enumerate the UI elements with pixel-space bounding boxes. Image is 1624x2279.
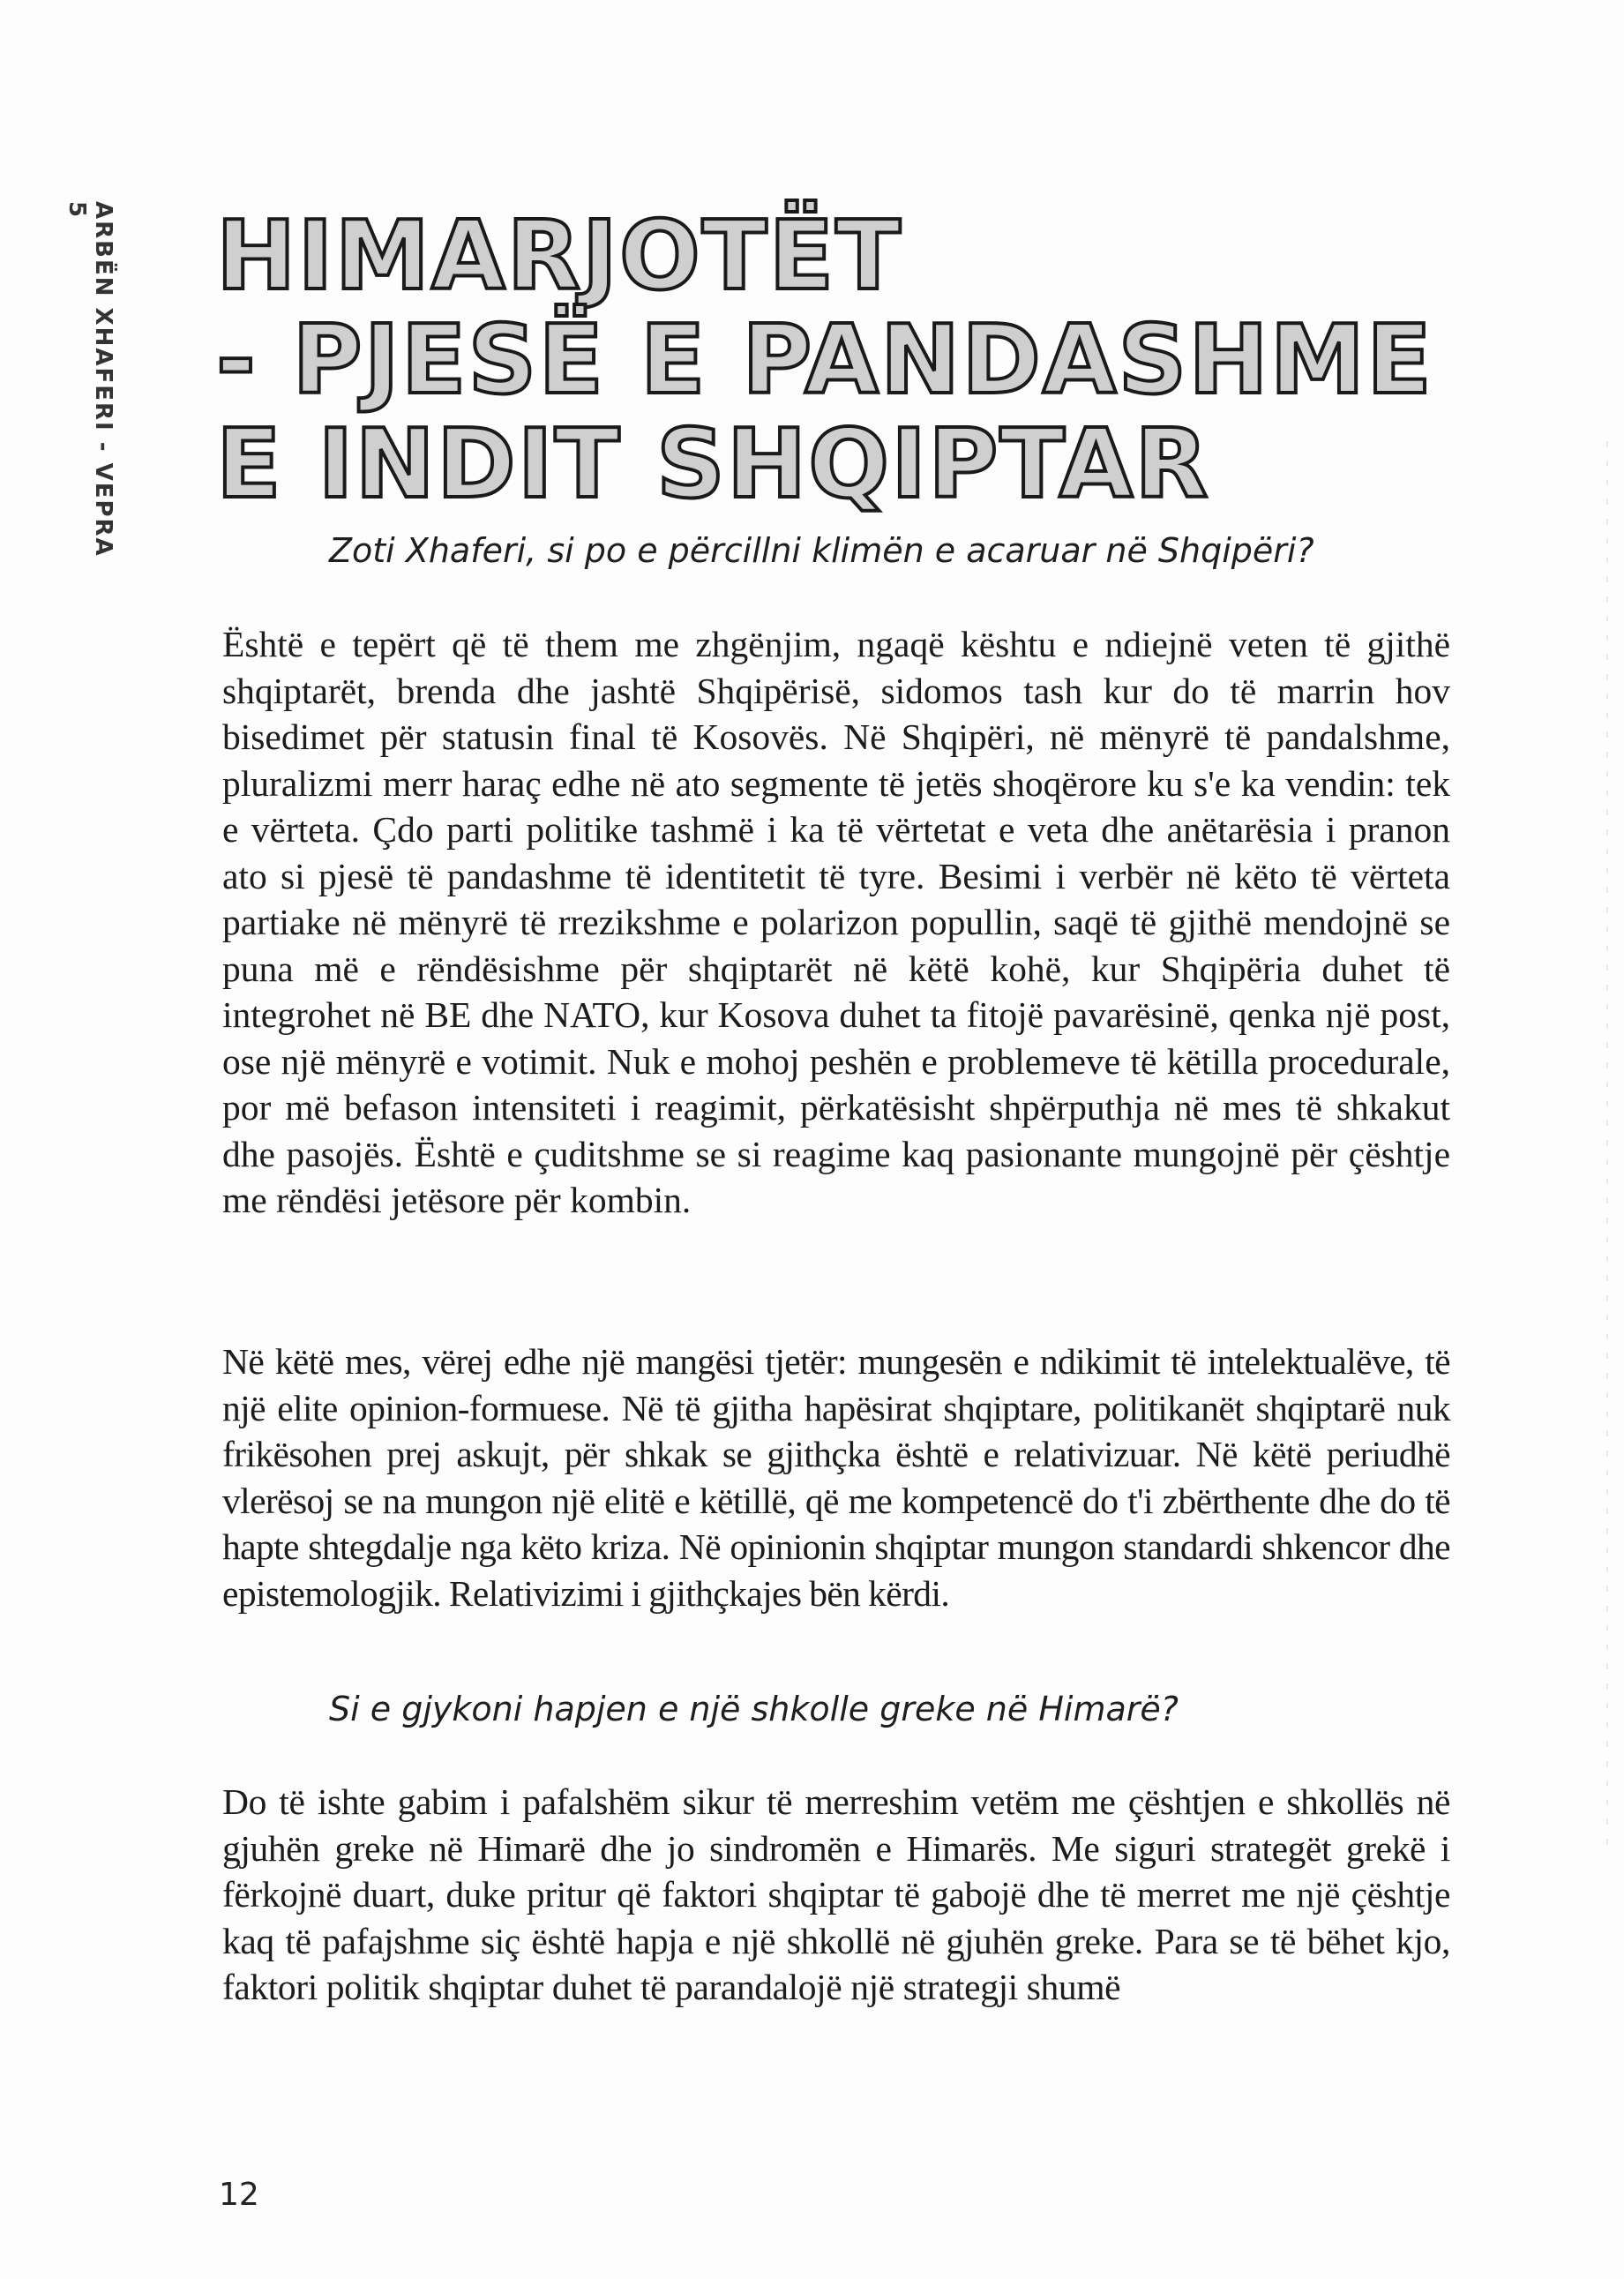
scan-edge-artifact (1606, 441, 1608, 1853)
chapter-title-line-3: E INDIT SHQIPTAR (216, 409, 1210, 520)
page-number: 12 (219, 2177, 259, 2213)
answer-paragraph-1: Është e tepërt që të them me zhgënjim, ngaqë kështu e ndiejnë veten të gjithë shqiptarët, brenda dhe jashtë Shqipërisë, sidomos tash kur do të marrin hov bisedimet për statusin final të Kosovës. Në Shqipëri, në mënyrë të pandalshme, pluralizmi merr haraç edhe në ato segmente të jetës shoqërore ku s'e ka vendin: tek e vërteta. Çdo parti politike tashmë i ka të vërtetat e veta dhe anëtarësia i pranon ato si pjesë të pandashme të identitetit të tyre. Besimi i verbër në këto të vërteta partiake në mënyrë të rrezikshme e polarizon popullin, saqë të gjithë mendojnë se puna më e rëndësishme për shqiptarët në këtë kohë, kur Shqipëria duhet të integrohet në BE dhe NATO, kur Kosova duhet ta fitojë pavarësinë, qenka një post, ose një mënyrë e votimit. Nuk e mohoj peshën e problemeve të këtilla procedurale, por më befason intensiteti i reagimit, përkatësisht shpërputhja në mes të shkakut dhe pasojës. Është e çuditshme se si reagime kaq pasionante mungojnë për çështje me rëndësi jetësore për kombin. (222, 624, 1450, 1220)
interview-question-2: Si e gjykoni hapjen e një shkolle greke në Himarë? (329, 1690, 1179, 1728)
chapter-title-line-2: - PJESË E PANDASHME (216, 305, 1433, 416)
running-head-vertical: ARBËN XHAFERI - VEPRA 5 (64, 201, 116, 558)
answer-paragraph-2: Në këtë mes, vërej edhe një mangësi tjetër: mungesën e ndikimit të intelektualëve, të një elite opinion-formuese. Në të gjitha hapësirat shqiptare, politikanët shqiptarë nuk frikësohen prej askujt, për shkak se gjithçka është e relativizuar. Në këtë periudhë vlerësoj se na mungon një elitë e këtillë, që me kompetencë do t'i zbërthente dhe do të hapte shtegdalje nga këto kriza. Në opinionin shqiptar mungon standardi shkencor dhe epistemologjik. Relativizimi i gjithçkajes bën kërdi. (222, 1341, 1450, 1614)
chapter-title (216, 201, 1433, 520)
answer-paragraph-3: Do të ishte gabim i pafalshëm sikur të merreshim vetëm me çështjen e shkollës në gjuhën greke në Himarë dhe jo sindromën e Himarës. Me siguri strategët grekë i fërkojnë duart, duke pritur që faktori shqiptar të gabojë dhe të merret me një çështje kaq të pafajshme siç është hapja e një shkollë në gjuhën greke. Para se të bëhet kjo, faktori politik shqiptar duhet të parandalojë një strategji shumë (222, 1781, 1450, 2007)
chapter-title-line-1: HIMARJOTËT (216, 201, 902, 311)
interview-question-1: Zoti Xhaferi, si po e përcillni klimën e acaruar në Shqipëri? (329, 531, 1314, 570)
